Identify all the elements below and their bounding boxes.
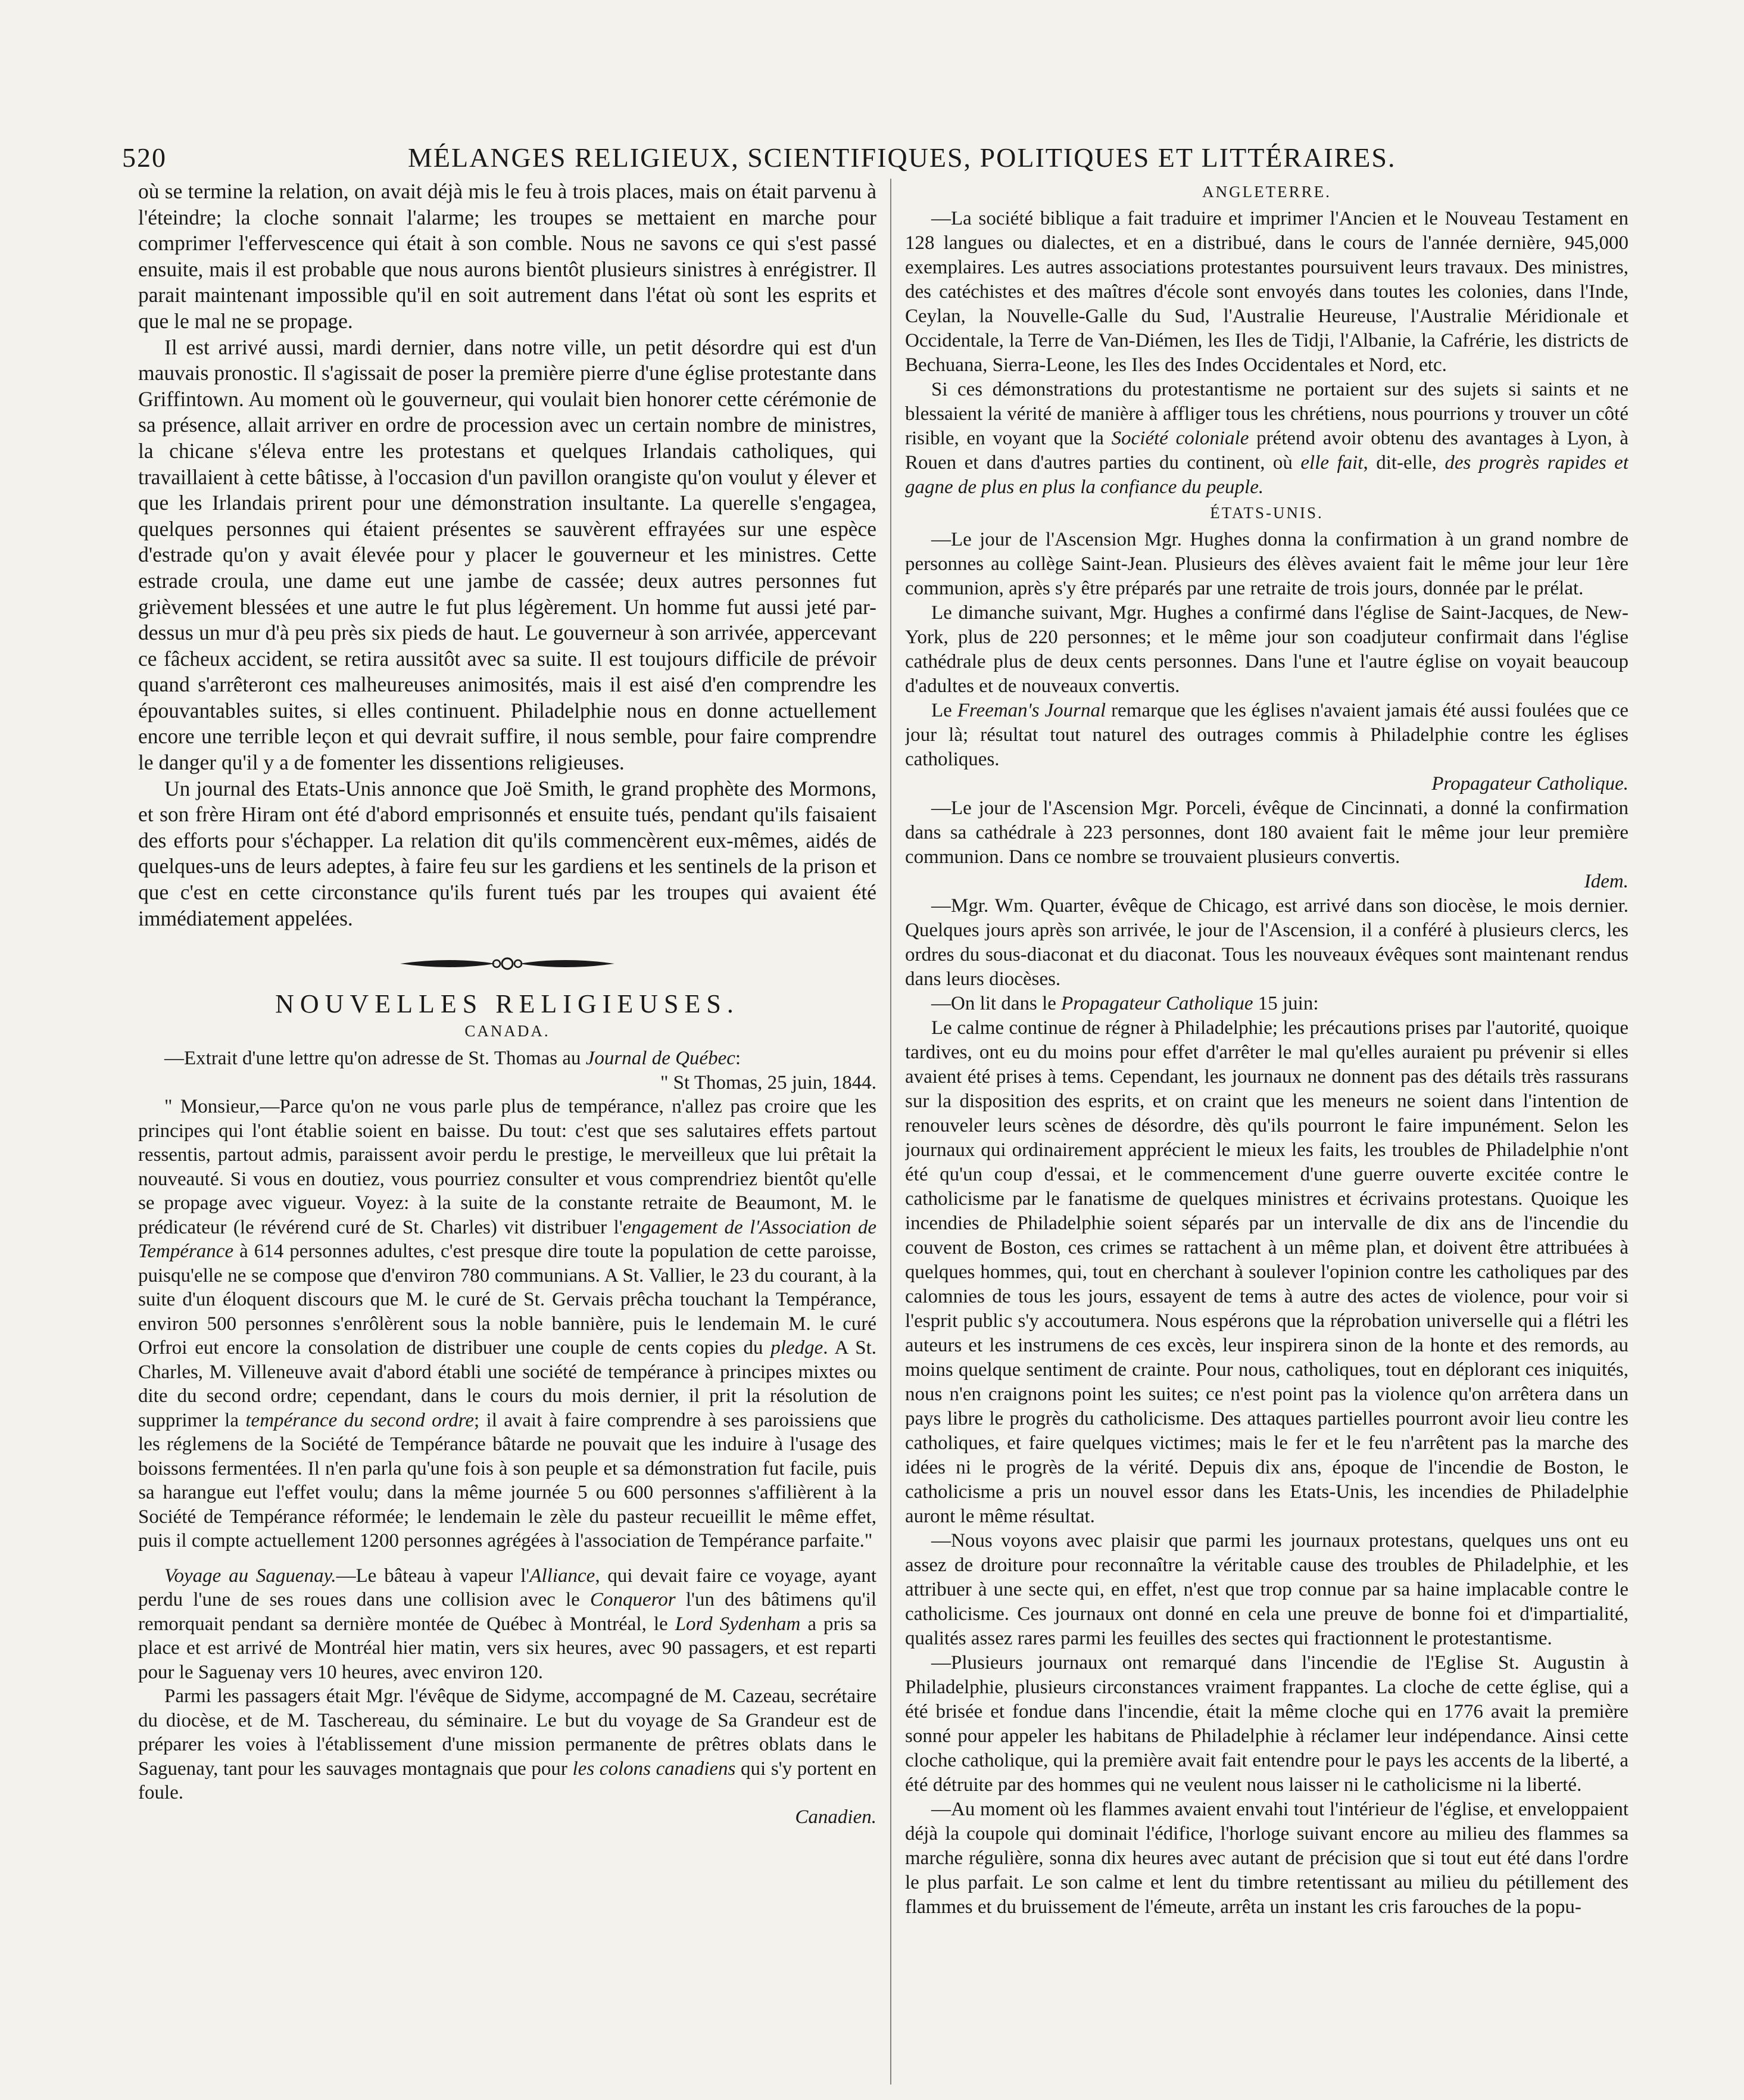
letter-dateline: " St Thomas, 25 juin, 1844. xyxy=(660,1071,876,1093)
source-idem: Idem. xyxy=(1584,871,1628,892)
letter-body: " Monsieur,—Parce qu'on ne vous parle plus de tempérance, n'allez pas croire que les principes qui l'ont établie soient en baisse. Du tout: c'est que ses salutaires effets partout ressentis, partout admis, paraissent avoir perdu le prestige, le merveilleux que lui prêtait la nouveauté. Si vous en doutiez, vous pourriez consulter et vous comprendriez bientôt qu'elle se propage avec vigueur. Voyez: à la suite de la constante retraite de Beaumont, M. le prédicateur (le révérend curé de St. Charles) vit distribuer l'engagement de l'Association de Tempérance à 614 personnes adultes, c'est presque dire toute la population de cette paroisse, puisqu'elle ne se compose que d'environ 780 communians. A St. Vallier, le 23 du courant, à la suite d'un éloquent discours que M. le curé de St. Gervais prêcha touchant la Tempérance, environ 500 personnes s'enrôlèrent sous la noble bannière, puis le lendemain M. le curé Orfroi eut encore la consolation de distribuer une couple de cents copies du pledge. A St. Charles, M. Villeneuve avait d'abord établi une société de tempérance à principes mixtes ou dite du second ordre; cependant, dans le cours du mois dernier, il prit la résolution de supprimer la tempérance du second ordre; il avait à faire comprendre à ses paroissiens que les réglemens de la Société de Tempérance bâtarde ne pouvait que les induire à l'usage des boissons fermentées. Il n'en parla qu'une fois à son peuple et sa démonstration fut facile, puis sa harangue eut l'effet voulu; dans la même journée 5 ou 600 personnes s'affilièrent à la Société de Tempérance réformée; le lendemain le zèle du pasteur recueillit le même effet, puis il compte actuellement 1200 personnes agrégées à l'association de Tempérance parfaite." xyxy=(138,1096,876,1552)
canada-heading: CANADA. xyxy=(464,1021,550,1040)
etats-unis-heading: ÉTATS-UNIS. xyxy=(1210,504,1324,522)
paragraph-calme: Le calme continue de régner à Philadelphie; les précautions prises par l'autorité, quoique tardives, ont eu du moins pour effet d'arrêter le mal qu'elles auraient pu prévenir si elles avaient été prises à tems. Cependant, les journaux ne donnent pas des détails très rassurans sur la disposition des esprits, et on craint que les meneurs ne soient dans l'intention de renouveler leurs scènes de désordre, dès qu'ils pourront le faire impunément. Selon les journaux qui ordinairement apprécient le mieux les faits, les troubles de Philadelphie n'ont été qu'un coup d'essai, et le commencement d'une guerre ouverte excitée contre le catholicisme par le fanatisme de quelques ministres et écrivains protestans. Quoique les incendies de Philadelphie soient séparés par un intervalle de dix ans de l'incendie du couvent de Boston, ces crimes se rattachent à un même plan, et doivent être attribuées à quelques hommes, qui, tout en cherchant à soulever l'opinion contre les catholiques par des calomnies de tous les jours, essayent de tems à autre des actes de violence, pour voir si l'esprit public s'y accoutumera. Nous espérons que la réprobation universelle qui a flétri les auteurs et les instrumens de ces excès, leur inspirera sinon de la honte et des remords, au moins quelque sentiment de crainte. Pour nous, catholiques, tout en déplorant ces iniquités, nous n'en craignons point les suites; ce n'est point pas la violence qu'on arrêtera dans un pays libre le progrès du catholicisme. Des attaques partielles pourront avoir lieu contre les catholiques, et faire quelques victimes; mais le fer et le feu n'arrêtent pas la marche des idées ni le progrès de la vérité. Depuis dix ans, époque de l'incendie de Boston, le catholicisme a pris un nouvel essor dans les Etats-Unis, les incendies de Philadelphie auront le même résultat. xyxy=(905,1017,1628,1527)
paragraph-eglise-st-augustin: —Plusieurs journaux ont remarqué dans l'incendie de l'Eglise St. Augustin à Philadelphie, plusieurs circonstances vraiment frappantes. La cloche de cette église, qui a été brisée et fondue dans l'incendie, était la même cloche qui en 1776 avait la première sonné pour appeler les habitans de Philadelphie à réclamer leur indépendance. Ainsi cette cloche catholique, qui la première avait fait entendre pour le pays les accents de la liberté, a été détruite par des hommes qui ne veulent nous laisser ni le catholicisme ni la liberté. xyxy=(905,1652,1628,1796)
column-rule xyxy=(890,179,891,2085)
source-propagateur: Propagateur Catholique. xyxy=(1431,773,1628,794)
paragraph-demonstrations: Si ces démonstrations du protestantisme ne portaient sur des sujets si saints et ne blessaient la vérité de manière à affliger tous les chrétiens, nous pourrions y trouver un côté risible, en voyant que la Société coloniale prétend avoir obtenu des avantages à Lyon, à Rouen et dans d'autres parties du continent, où elle fait, dit-elle, des progrès rapides et gagne de plus en plus la confiance du peuple. xyxy=(905,379,1628,498)
paragraph-flammes: —Au moment où les flammes avaient envahi tout l'intérieur de l'église, et enveloppaient déjà la coupole qui dominait l'édifice, l'horloge suivant encore au milieu des flammes sa marche régulière, sonna dix heures avec autant de précision que si tout eut été dans l'ordre le plus parfait. Le son calme et lent du timbre retentissant au milieu du pétillement des flammes et du bruissement de l'émeute, arrêta un instant les cris farouches de la popu- xyxy=(905,1799,1628,1918)
paragraph-dimanche: Le dimanche suivant, Mgr. Hughes a confirmé dans l'église de Saint-Jacques, de New-York, plus de 220 personnes; et le même jour son coadjuteur confirmait dans l'église cathédrale plus de deux cents personnes. Dans l'une et l'autre église on voyait beaucoup d'adultes et de nouveaux convertis. xyxy=(905,602,1628,697)
paragraph-continuation: où se termine la relation, on avait déjà mis le feu à trois places, mais on était parvenu à l'éteindre; la cloche sonnait l'alarme; les troupes se mettaient en marche pour comprimer l'effervescence qui était à son comble. Nous ne savons ce qui s'est passé ensuite, mais il est probable que nous aurons bientôt plusieurs sinistres à enrégistrer. Il parait maintenant impossible qu'il en soit autrement dans l'état où sont les esprits et que le mal ne se propage. xyxy=(138,179,876,333)
angleterre-heading: ANGLETERRE. xyxy=(1202,183,1331,201)
left-column xyxy=(138,179,876,2073)
page-header xyxy=(122,142,1623,177)
paragraph-freemans-journal: Le Freeman's Journal remarque que les églises n'avaient jamais été aussi foulées que ce jour là; résultat tout naturel des outrages commis à Philadelphie contre les églises catholiques. xyxy=(905,700,1628,770)
paragraph-passagers: Parmi les passagers était Mgr. l'évêque de Sidyme, accompagné de M. Cazeau, secrétaire du diocèse, et de M. Taschereau, du séminaire. Le but du voyage de Sa Grandeur est de préparer les voies à l'établissement d'une mission permanente de prêtres oblats dans le Saguenay, tant pour les sauvages montagnais que pour les colons canadiens qui s'y portent en foule. xyxy=(138,1685,876,1804)
paragraph-porceli: —Le jour de l'Ascension Mgr. Porceli, évêque de Cincinnati, a donné la confirmation dans sa cathédrale à 223 personnes, dont 180 avaient fait le même jour leur première communion. Dans ce nombre se trouvaient plusieurs convertis. xyxy=(905,797,1628,868)
paragraph-griffintown: Il est arrivé aussi, mardi dernier, dans notre ville, un petit désordre qui est d'un mauvais pronostic. Il s'agissait de poser la première pierre d'une église protestante dans Griffintown. Au moment où le gouverneur, qui voulait bien honorer cette cérémonie de sa présence, allait arriver en ordre de procession avec un certain nombre de ministres, la chicane s'éleva entre les protestans et quelques Irlandais catholiques, qui travaillaient à cette bâtisse, à l'occasion d'un pavillon orangiste qu'on voulut y élever et que les Irlandais prirent pour une démonstration insultante. La querelle s'engagea, quelques personnes qui étaient présentes se sauvèrent effrayées sur une espèce d'estrade qu'on y avait élevée pour y placer le gouverneur et les ministres. Cette estrade croula, une dame eut une jambe de cassée; deux autres personnes fut grièvement blessées et une autre le fut plus légèrement. Un homme fut aussi jeté par-dessus un mur d'à peu près six pieds de haut. Le gouverneur à son arrivée, appercevant ce fâcheux accident, se retira aussitôt avec sa suite. Il est toujours difficile de prévoir quand s'arrêteront ces malheureuses animosités, mais il est aisé d'en comprendre les épouvantables suites, si elles continuent. Philadelphie nous en donne actuellement encore une terrible leçon et qui devrait suffire, il nous semble, pour faire comprendre le danger qu'il y a de fomenter les dissentions religieuses. xyxy=(138,335,876,775)
ornament-divider xyxy=(394,952,620,976)
paragraph-on-lit: —On lit dans le Propagateur Catholique 15 juin: xyxy=(931,993,1319,1014)
source-canadien: Canadien. xyxy=(795,1806,876,1828)
paragraph-saguenay: Voyage au Saguenay.—Le bâteau à vapeur l'Alliance, qui devait faire ce voyage, ayant perdu l'une de ses roues dans une collision avec le Conqueror l'un des bâtimens qu'il remorquait pendant sa dernière montée de Québec à Montréal, le Lord Sydenham a pris sa place et est arrivé de Montréal hier matin, vers six heures, avec 90 passagers, et est reparti pour le Saguenay vers 10 heures, avec environ 120. xyxy=(138,1565,876,1683)
section-title: NOUVELLES RELIGIEUSES. xyxy=(275,989,740,1019)
right-column xyxy=(905,179,1628,2073)
extract-intro: —Extrait d'une lettre qu'on adresse de St. Thomas au Journal de Québec: xyxy=(164,1048,741,1070)
page-number: 520 xyxy=(122,142,167,173)
paragraph-journaux-protestans: —Nous voyons avec plaisir que parmi les journaux protestans, quelques uns ont eu assez de droiture pour reconnaître la véritable cause des troubles de Philadelphie, et les attribuer à une secte qui, en effet, n'est que trop connue par sa haine implacable contre le catholicisme. Ces journaux ont donné en cela une preuve de bonne foi et d'impartialité, qualités assez rares parmi les feuilles des sectes qui fractionnent le protestantisme. xyxy=(905,1530,1628,1649)
paragraph-mormons: Un journal des Etats-Unis annonce que Joë Smith, le grand prophète des Mormons, et son frère Hiram ont été d'abord emprisonnés et ensuite tués, pendant qu'ils faisaient des efforts pour s'échapper. La relation dit qu'ils commencèrent eux-mêmes, aidés de quelques-uns de leurs adeptes, à faire feu sur les gardiens et les sentinels de la prison et que c'est en cette circonstance qu'ils furent tués par les troupes qui avaient été immédiatement appelées. xyxy=(138,776,876,930)
paragraph-quarter: —Mgr. Wm. Quarter, évêque de Chicago, est arrivé dans son diocèse, le mois dernier. Quelques jours après son arrivée, le jour de l'Ascension, il a conféré à plusieurs clercs, les ordres du sous-diaconat et du diaconat. Tous les nouveaux évêques sont maintenant rendus dans leurs diocèses. xyxy=(905,895,1628,990)
paragraph-societe-biblique: —La société biblique a fait traduire et imprimer l'Ancien et le Nouveau Testament en 128 langues ou dialectes, et en a distribué, dans le cours de l'année dernière, 945,000 exemplaires. Les autres associations protestantes poursuivent leurs travaux. Des ministres, des catéchistes et des maîtres d'école sont envoyés dans toutes les colonies, dans l'Inde, Ceylan, la Nouvelle-Galle du Sud, l'Australie Heureuse, l'Australie Méridionale et Occidentale, la Terre de Van-Diémen, les Iles de Tidji, l'Albanie, la Cafrérie, les districts de Bechuana, Sierra-Leone, les Iles des Indes Occidentales et Nord, etc. xyxy=(905,208,1628,376)
paragraph-ascension-hughes: —Le jour de l'Ascension Mgr. Hughes donna la confirmation à un grand nombre de personnes au collège Saint-Jean. Plusieurs des élèves avaient fait le même jour leur 1ère communion, après s'y être préparés par une retraite de trois jours, donnée par le prélat. xyxy=(905,529,1628,599)
running-title: MÉLANGES RELIGIEUX, SCIENTIFIQUES, POLITIQUES ET LITTÉRAIRES. xyxy=(408,142,1396,173)
